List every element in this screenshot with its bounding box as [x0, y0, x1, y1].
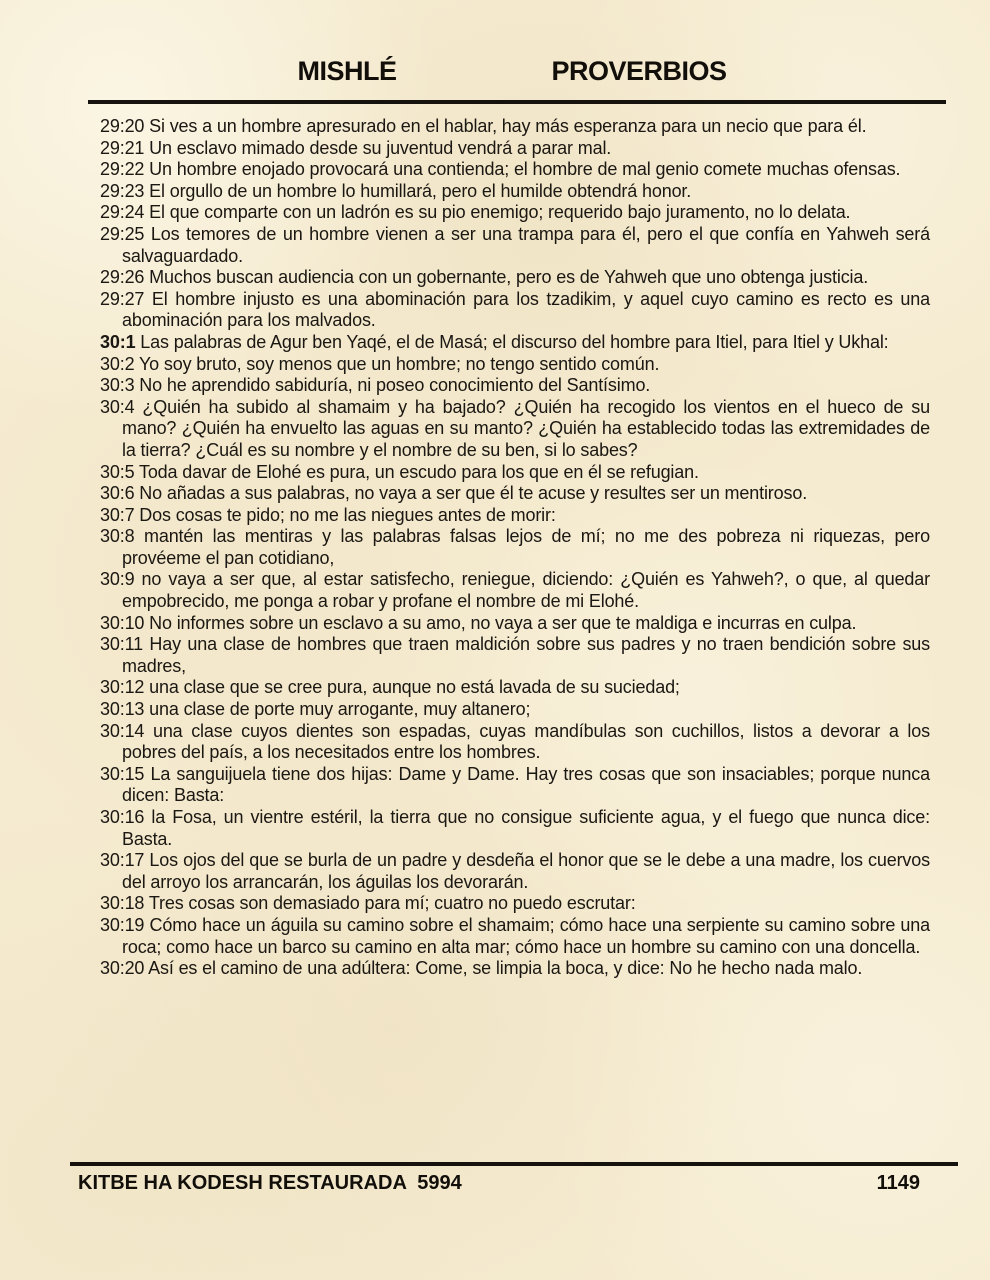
verse-text: El orgullo de un hombre lo humillará, pero el humilde obtendrá honor. — [144, 180, 692, 201]
verse-number: 30:15 — [100, 763, 145, 784]
verse-paragraph — [100, 332, 930, 354]
page-title-spanish: PROVERBIOS — [551, 56, 727, 86]
verse-number: 30:6 — [100, 483, 135, 504]
verse-number: 30:20 — [100, 958, 145, 979]
verse-paragraph — [100, 569, 930, 612]
verse-text: Toda davar de Elohé es pura, un escudo para los que en él se refugian. — [134, 461, 699, 482]
verse-paragraph — [100, 764, 930, 807]
verse-number: 30:10 — [100, 612, 145, 633]
verse-text: Muchos buscan audiencia con un gobernante, pero es de Yahweh que uno obtenga justicia. — [144, 267, 869, 288]
verse-text: Hay una clase de hombres que traen maldición sobre sus padres y no traen bendición sobre sus madres, — [122, 634, 930, 676]
footer-edition-label: KITBE HA KODESH RESTAURADA 5994 — [78, 1172, 462, 1194]
footer-rule — [70, 1162, 958, 1166]
verse-number: 29:22 — [100, 159, 145, 180]
verse-number: 30:16 — [100, 807, 145, 827]
verse-paragraph — [100, 807, 930, 850]
verse-paragraph — [100, 116, 930, 138]
verse-paragraph — [100, 850, 930, 893]
verse-paragraph — [100, 138, 930, 160]
verse-number: 30:3 — [100, 375, 135, 396]
verse-number: 30:4 — [100, 396, 135, 417]
verse-paragraph — [100, 699, 930, 721]
verse-paragraph — [100, 202, 930, 224]
verse-text: Cómo hace un águila su camino sobre el shamaim; cómo hace una serpiente su camino sobre una roca; como hace un barco su camino en alta mar; cómo hace un hombre su camino con una doncella. — [122, 914, 930, 957]
verse-text: Así es el camino de una adúltera: Come, se limpia la boca, y dice: No he hecho nada malo. — [144, 958, 863, 979]
verse-paragraph — [100, 526, 930, 569]
verse-paragraph — [100, 159, 930, 181]
verse-paragraph — [100, 958, 930, 980]
verse-text: Yo soy bruto, soy menos que un hombre; no tengo sentido común. — [134, 353, 660, 374]
verse-number: 30:19 — [100, 914, 145, 935]
verse-text: mantén las mentiras y las palabras falsas lejos de mí; no me des pobreza ni riquezas, pero provéeme el pan cotidiano, — [122, 526, 930, 568]
verse-paragraph — [100, 181, 930, 203]
verse-number: 30:1 — [100, 331, 136, 352]
verse-text: El hombre injusto es una abominación para los tzadikim, y aquel cuyo camino es recto es una abominación para los malvados. — [122, 288, 930, 331]
verse-number: 30:5 — [100, 461, 135, 482]
verse-text: Si ves a un hombre apresurado en el hablar, hay más esperanza para un necio que para él. — [144, 116, 867, 136]
verse-paragraph — [100, 354, 930, 376]
verse-paragraph — [100, 483, 930, 505]
verse-paragraph — [100, 721, 930, 764]
verse-number: 30:11 — [100, 634, 143, 655]
verse-text: Tres cosas son demasiado para mí; cuatro no puedo escrutar: — [144, 893, 636, 914]
verse-text: Los ojos del que se burla de un padre y desdeña el honor que se le debe a una madre, los cuervos del arroyo los arrancarán, los águilas los devorarán. — [122, 850, 930, 892]
verse-text: Dos cosas te pido; no me las niegues antes de morir: — [134, 504, 556, 525]
verse-text: El que comparte con un ladrón es su pio enemigo; requerido bajo juramento, no lo delata. — [144, 202, 851, 223]
verse-number: 29:23 — [100, 180, 145, 201]
verse-paragraph — [100, 893, 930, 915]
verse-number: 29:24 — [100, 202, 145, 223]
verse-number: 29:20 — [100, 116, 145, 136]
verse-number: 30:12 — [100, 677, 145, 698]
footer-page-number: 1149 — [876, 1172, 920, 1194]
header-rule — [88, 100, 946, 104]
verse-paragraph — [100, 634, 930, 677]
verse-text: una clase que se cree pura, aunque no está lavada de su suciedad; — [144, 677, 680, 698]
verse-number: 29:21 — [100, 137, 145, 158]
verse-text: ¿Quién ha subido al shamaim y ha bajado? ¿Quién ha recogido los vientos en el hueco de su mano? ¿Quién ha envuelto las aguas en su manto? ¿Quién ha establecido todas las extremidades de la tierra? ¿Cuál es su nombre y el nombre de su ben, si lo sabes? — [122, 396, 930, 460]
verse-paragraph — [100, 915, 930, 958]
verse-paragraph — [100, 462, 930, 484]
verse-text: la Fosa, un vientre estéril, la tierra que no consigue suficiente agua, y el fuego que nunca dice: Basta. — [122, 807, 930, 849]
verse-text: Un hombre enojado provocará una contienda; el hombre de mal genio comete muchas ofensas. — [144, 159, 901, 180]
verse-number: 30:7 — [100, 504, 135, 525]
verse-paragraph — [100, 267, 930, 289]
verse-text: No informes sobre un esclavo a su amo, no vaya a ser que te maldiga e incurras en culpa. — [144, 612, 857, 633]
verse-number: 30:9 — [100, 569, 135, 590]
verse-text: Los temores de un hombre vienen a ser una trampa para él, pero el que confía en Yahweh será salvaguardado. — [122, 223, 930, 266]
page-title-hebrew: MISHLÉ — [297, 56, 397, 86]
verse-number: 30:17 — [100, 850, 145, 871]
verse-text: La sanguijuela tiene dos hijas: Dame y Dame. Hay tres cosas que son insaciables; porque nunca dicen: Basta: — [122, 763, 930, 806]
verse-text: No añadas a sus palabras, no vaya a ser que él te acuse y resultes ser un mentiroso. — [134, 483, 808, 504]
verse-paragraph — [100, 677, 930, 699]
verse-number: 29:25 — [100, 223, 145, 244]
verse-number: 30:18 — [100, 893, 145, 914]
verse-paragraph — [100, 613, 930, 635]
verse-text: No he aprendido sabiduría, ni poseo conocimiento del Santísimo. — [134, 375, 651, 396]
verse-paragraph — [100, 224, 930, 267]
verse-text: Un esclavo mimado desde su juventud vendrá a parar mal. — [144, 137, 612, 158]
verse-body — [100, 116, 930, 980]
verse-number: 30:2 — [100, 353, 135, 374]
verse-text: no vaya a ser que, al estar satisfecho, reniegue, diciendo: ¿Quién es Yahweh?, o que, al quedar empobrecido, me ponga a robar y profane el nombre de mi Elohé. — [122, 569, 930, 612]
verse-number: 30:13 — [100, 699, 145, 720]
verse-text: una clase cuyos dientes son espadas, cuyas mandíbulas son cuchillos, listos a devorar a los pobres del país, a los necesitados entre los hombres. — [122, 720, 930, 763]
verse-paragraph — [100, 289, 930, 332]
verse-paragraph — [100, 397, 930, 462]
verse-number: 29:26 — [100, 267, 145, 288]
verse-text: Las palabras de Agur ben Yaqé, el de Masá; el discurso del hombre para Itiel, para Itiel y Ukhal: — [135, 331, 889, 352]
verse-number: 29:27 — [100, 288, 145, 309]
verse-paragraph — [100, 375, 930, 397]
verse-number: 30:14 — [100, 720, 145, 741]
verse-number: 30:8 — [100, 526, 135, 547]
verse-text: una clase de porte muy arrogante, muy altanero; — [144, 699, 531, 720]
verse-paragraph — [100, 505, 930, 527]
